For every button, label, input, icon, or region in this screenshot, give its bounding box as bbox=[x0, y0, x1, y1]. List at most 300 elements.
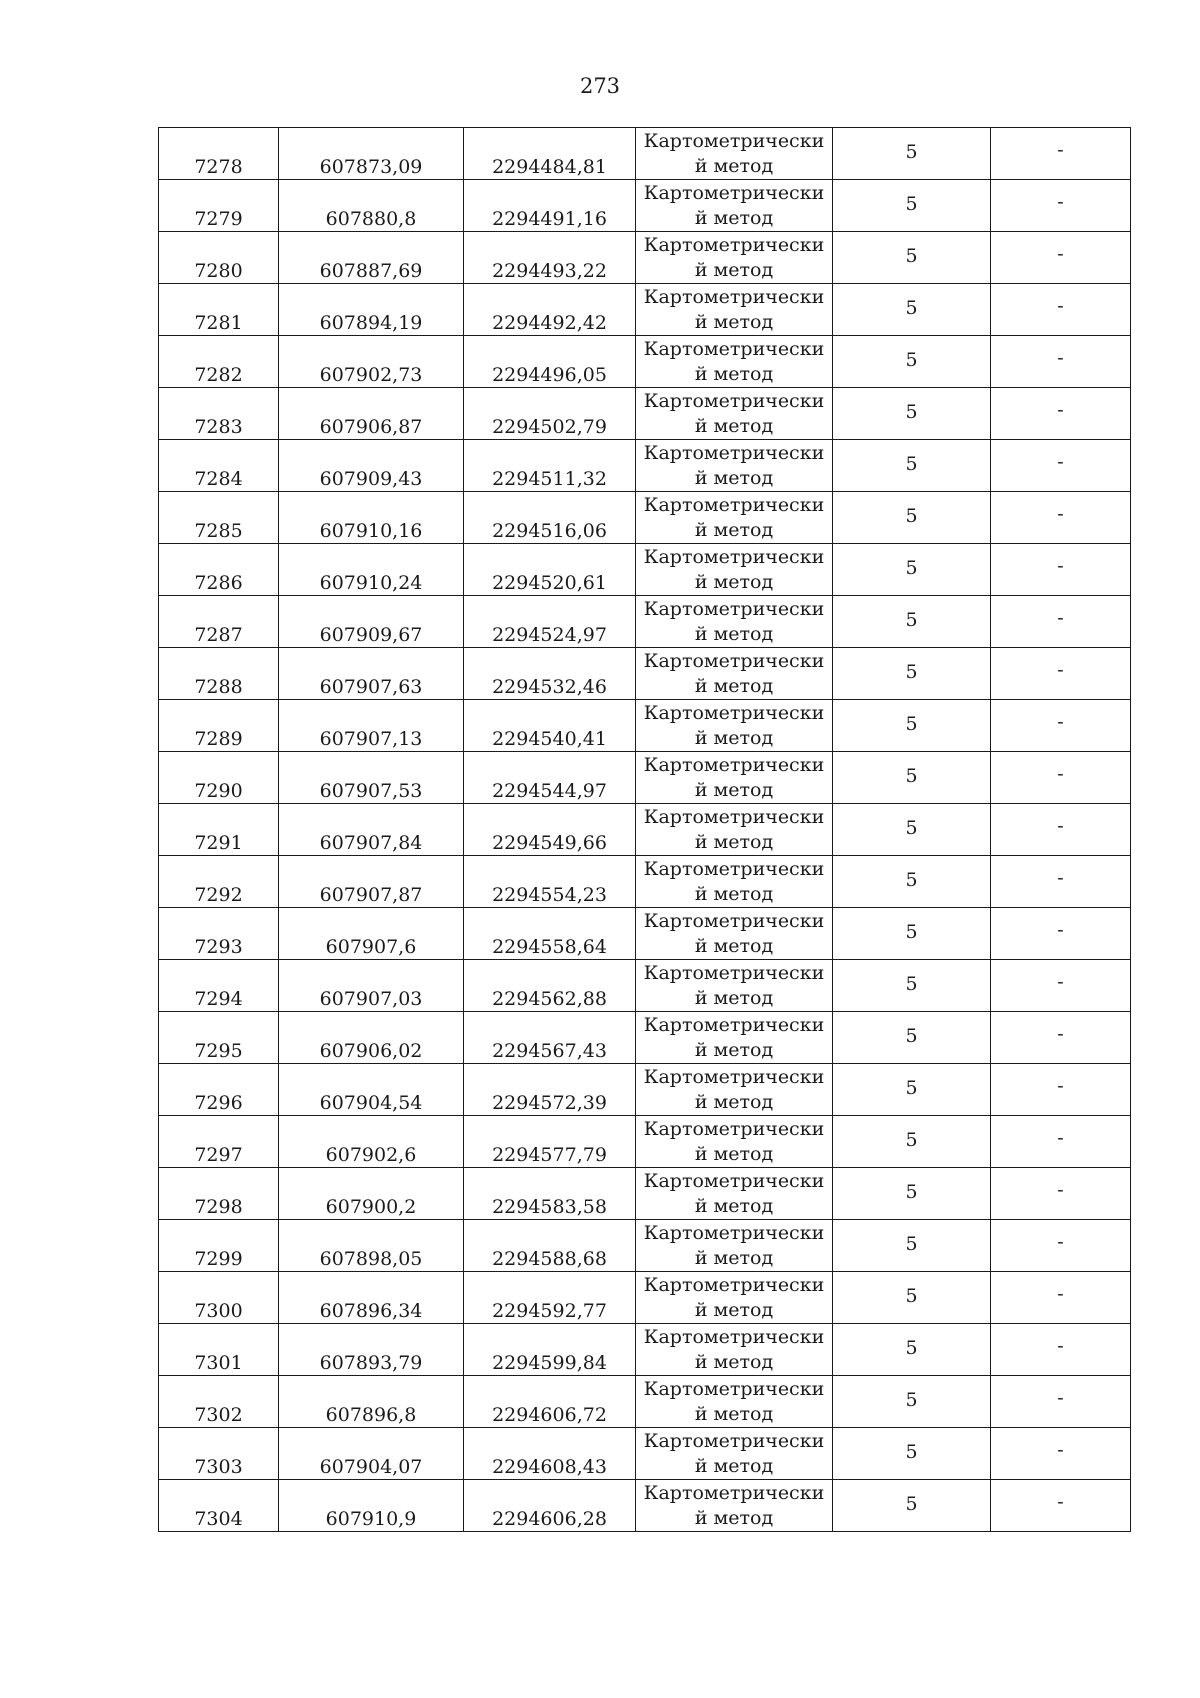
method-cell bbox=[636, 1064, 833, 1116]
accuracy-value: 5 bbox=[905, 1232, 918, 1255]
method-line-1: Картометрически bbox=[643, 1065, 825, 1088]
accuracy-value: 5 bbox=[905, 712, 918, 735]
accuracy-value: 5 bbox=[905, 1024, 918, 1047]
accuracy-value: 5 bbox=[905, 1180, 918, 1203]
method-line-1: Картометрически bbox=[643, 129, 825, 152]
method-line-2: й метод bbox=[694, 518, 774, 541]
description-value: - bbox=[1057, 554, 1064, 577]
x-coordinate-cell: 607904,54 bbox=[279, 1064, 464, 1116]
point-number-cell: 7278 bbox=[159, 128, 279, 180]
description-cell bbox=[991, 1064, 1131, 1116]
method-line-2: й метод bbox=[694, 622, 774, 645]
accuracy-cell bbox=[833, 1428, 991, 1480]
description-value: - bbox=[1057, 710, 1064, 733]
description-value: - bbox=[1057, 138, 1064, 161]
y-coordinate-cell: 2294502,79 bbox=[464, 388, 636, 440]
accuracy-cell bbox=[833, 1480, 991, 1532]
accuracy-value: 5 bbox=[905, 816, 918, 839]
method-line-1: Картометрически bbox=[643, 1377, 825, 1400]
accuracy-value: 5 bbox=[905, 1440, 918, 1463]
description-cell bbox=[991, 1116, 1131, 1168]
accuracy-value: 5 bbox=[905, 764, 918, 787]
y-coordinate-cell: 2294524,97 bbox=[464, 596, 636, 648]
description-value: - bbox=[1057, 1386, 1064, 1409]
x-coordinate-cell: 607907,63 bbox=[279, 648, 464, 700]
table-row bbox=[159, 492, 1131, 544]
y-coordinate-cell: 2294592,77 bbox=[464, 1272, 636, 1324]
y-coordinate-cell: 2294516,06 bbox=[464, 492, 636, 544]
description-value: - bbox=[1057, 1282, 1064, 1305]
table-row bbox=[159, 960, 1131, 1012]
method-cell bbox=[636, 1324, 833, 1376]
table-row bbox=[159, 596, 1131, 648]
table-row bbox=[159, 1116, 1131, 1168]
accuracy-cell bbox=[833, 492, 991, 544]
x-coordinate-cell: 607873,09 bbox=[279, 128, 464, 180]
accuracy-cell bbox=[833, 180, 991, 232]
method-line-1: Картометрически bbox=[643, 1481, 825, 1504]
method-line-1: Картометрически bbox=[643, 701, 825, 724]
method-line-1: Картометрически bbox=[643, 1169, 825, 1192]
x-coordinate-cell: 607907,6 bbox=[279, 908, 464, 960]
accuracy-value: 5 bbox=[905, 348, 918, 371]
method-line-1: Картометрически bbox=[643, 337, 825, 360]
description-value: - bbox=[1057, 1490, 1064, 1513]
method-line-1: Картометрически bbox=[643, 597, 825, 620]
description-value: - bbox=[1057, 606, 1064, 629]
method-line-1: Картометрически bbox=[643, 389, 825, 412]
point-number-cell: 7304 bbox=[159, 1480, 279, 1532]
method-line-1: Картометрически bbox=[643, 1429, 825, 1452]
point-number-cell: 7280 bbox=[159, 232, 279, 284]
description-cell bbox=[991, 1012, 1131, 1064]
accuracy-cell bbox=[833, 1272, 991, 1324]
point-number-cell: 7297 bbox=[159, 1116, 279, 1168]
description-cell bbox=[991, 440, 1131, 492]
method-line-1: Картометрически bbox=[643, 181, 825, 204]
y-coordinate-cell: 2294583,58 bbox=[464, 1168, 636, 1220]
accuracy-value: 5 bbox=[905, 608, 918, 631]
description-value: - bbox=[1057, 450, 1064, 473]
accuracy-value: 5 bbox=[905, 400, 918, 423]
accuracy-cell bbox=[833, 596, 991, 648]
description-cell bbox=[991, 1272, 1131, 1324]
page-number: 273 bbox=[579, 74, 621, 98]
y-coordinate-cell: 2294496,05 bbox=[464, 336, 636, 388]
method-cell bbox=[636, 544, 833, 596]
description-value: - bbox=[1057, 1438, 1064, 1461]
description-value: - bbox=[1057, 1074, 1064, 1097]
method-cell bbox=[636, 1480, 833, 1532]
accuracy-cell bbox=[833, 1220, 991, 1272]
y-coordinate-cell: 2294532,46 bbox=[464, 648, 636, 700]
method-line-2: й метод bbox=[694, 1142, 774, 1165]
description-cell bbox=[991, 648, 1131, 700]
description-cell bbox=[991, 1480, 1131, 1532]
table-row bbox=[159, 804, 1131, 856]
table-row bbox=[159, 180, 1131, 232]
method-line-1: Картометрически bbox=[643, 1325, 825, 1348]
description-cell bbox=[991, 1168, 1131, 1220]
y-coordinate-cell: 2294606,28 bbox=[464, 1480, 636, 1532]
accuracy-cell bbox=[833, 960, 991, 1012]
point-number-cell: 7295 bbox=[159, 1012, 279, 1064]
description-cell bbox=[991, 856, 1131, 908]
y-coordinate-cell: 2294492,42 bbox=[464, 284, 636, 336]
accuracy-cell bbox=[833, 804, 991, 856]
method-line-1: Картометрически bbox=[643, 753, 825, 776]
method-cell bbox=[636, 1376, 833, 1428]
table-body bbox=[159, 128, 1131, 1532]
y-coordinate-cell: 2294608,43 bbox=[464, 1428, 636, 1480]
description-cell bbox=[991, 700, 1131, 752]
method-line-2: й метод bbox=[694, 1194, 774, 1217]
method-line-2: й метод bbox=[694, 206, 774, 229]
description-cell bbox=[991, 908, 1131, 960]
method-cell bbox=[636, 804, 833, 856]
x-coordinate-cell: 607887,69 bbox=[279, 232, 464, 284]
y-coordinate-cell: 2294572,39 bbox=[464, 1064, 636, 1116]
method-cell bbox=[636, 960, 833, 1012]
table-row bbox=[159, 1168, 1131, 1220]
method-line-2: й метод bbox=[694, 1454, 774, 1477]
description-value: - bbox=[1057, 346, 1064, 369]
method-line-1: Картометрически bbox=[643, 1273, 825, 1296]
description-cell bbox=[991, 544, 1131, 596]
table-row bbox=[159, 284, 1131, 336]
method-cell bbox=[636, 180, 833, 232]
method-line-2: й метод bbox=[694, 414, 774, 437]
method-line-1: Картометрически bbox=[643, 805, 825, 828]
method-line-2: й метод bbox=[694, 570, 774, 593]
table-row bbox=[159, 232, 1131, 284]
accuracy-value: 5 bbox=[905, 868, 918, 891]
method-cell bbox=[636, 440, 833, 492]
x-coordinate-cell: 607906,87 bbox=[279, 388, 464, 440]
x-coordinate-cell: 607910,16 bbox=[279, 492, 464, 544]
point-number-cell: 7294 bbox=[159, 960, 279, 1012]
description-cell bbox=[991, 1220, 1131, 1272]
method-line-2: й метод bbox=[694, 726, 774, 749]
method-cell bbox=[636, 1220, 833, 1272]
table-row bbox=[159, 908, 1131, 960]
accuracy-cell bbox=[833, 700, 991, 752]
method-line-1: Картометрически bbox=[643, 909, 825, 932]
description-value: - bbox=[1057, 398, 1064, 421]
point-number-cell: 7288 bbox=[159, 648, 279, 700]
description-cell bbox=[991, 492, 1131, 544]
method-line-2: й метод bbox=[694, 934, 774, 957]
y-coordinate-cell: 2294484,81 bbox=[464, 128, 636, 180]
method-line-2: й метод bbox=[694, 362, 774, 385]
method-line-1: Картометрически bbox=[643, 233, 825, 256]
y-coordinate-cell: 2294544,97 bbox=[464, 752, 636, 804]
table-row bbox=[159, 336, 1131, 388]
method-line-2: й метод bbox=[694, 466, 774, 489]
y-coordinate-cell: 2294599,84 bbox=[464, 1324, 636, 1376]
y-coordinate-cell: 2294540,41 bbox=[464, 700, 636, 752]
method-line-2: й метод bbox=[694, 1090, 774, 1113]
point-number-cell: 7291 bbox=[159, 804, 279, 856]
accuracy-cell bbox=[833, 1012, 991, 1064]
table-row bbox=[159, 1064, 1131, 1116]
description-cell bbox=[991, 1376, 1131, 1428]
description-value: - bbox=[1057, 242, 1064, 265]
x-coordinate-cell: 607909,43 bbox=[279, 440, 464, 492]
description-cell bbox=[991, 388, 1131, 440]
table-row bbox=[159, 1220, 1131, 1272]
x-coordinate-cell: 607902,73 bbox=[279, 336, 464, 388]
description-cell bbox=[991, 804, 1131, 856]
accuracy-cell bbox=[833, 128, 991, 180]
accuracy-cell bbox=[833, 440, 991, 492]
method-line-2: й метод bbox=[694, 258, 774, 281]
description-cell bbox=[991, 1428, 1131, 1480]
point-number-cell: 7298 bbox=[159, 1168, 279, 1220]
method-line-2: й метод bbox=[694, 1038, 774, 1061]
table-row bbox=[159, 544, 1131, 596]
x-coordinate-cell: 607910,24 bbox=[279, 544, 464, 596]
method-cell bbox=[636, 648, 833, 700]
method-line-2: й метод bbox=[694, 1298, 774, 1321]
method-line-1: Картометрически bbox=[643, 441, 825, 464]
table-row bbox=[159, 648, 1131, 700]
y-coordinate-cell: 2294554,23 bbox=[464, 856, 636, 908]
method-line-2: й метод bbox=[694, 1506, 774, 1529]
method-line-1: Картометрически bbox=[643, 285, 825, 308]
point-number-cell: 7289 bbox=[159, 700, 279, 752]
description-value: - bbox=[1057, 294, 1064, 317]
method-line-1: Картометрически bbox=[643, 1013, 825, 1036]
method-cell bbox=[636, 1116, 833, 1168]
x-coordinate-cell: 607902,6 bbox=[279, 1116, 464, 1168]
point-number-cell: 7293 bbox=[159, 908, 279, 960]
accuracy-cell bbox=[833, 648, 991, 700]
description-value: - bbox=[1057, 1126, 1064, 1149]
table-row bbox=[159, 1376, 1131, 1428]
method-cell bbox=[636, 856, 833, 908]
accuracy-value: 5 bbox=[905, 1284, 918, 1307]
accuracy-value: 5 bbox=[905, 660, 918, 683]
table-row bbox=[159, 856, 1131, 908]
description-cell bbox=[991, 284, 1131, 336]
accuracy-value: 5 bbox=[905, 1336, 918, 1359]
coordinates-table bbox=[158, 127, 1131, 1532]
method-line-1: Картометрически bbox=[643, 857, 825, 880]
method-line-1: Картометрически bbox=[643, 1117, 825, 1140]
description-cell bbox=[991, 960, 1131, 1012]
point-number-cell: 7282 bbox=[159, 336, 279, 388]
accuracy-cell bbox=[833, 1324, 991, 1376]
method-cell bbox=[636, 492, 833, 544]
method-line-2: й метод bbox=[694, 674, 774, 697]
method-line-2: й метод bbox=[694, 778, 774, 801]
description-value: - bbox=[1057, 502, 1064, 525]
accuracy-cell bbox=[833, 232, 991, 284]
x-coordinate-cell: 607910,9 bbox=[279, 1480, 464, 1532]
method-line-2: й метод bbox=[694, 1350, 774, 1373]
method-cell bbox=[636, 1012, 833, 1064]
table-row bbox=[159, 1428, 1131, 1480]
accuracy-cell bbox=[833, 856, 991, 908]
x-coordinate-cell: 607909,67 bbox=[279, 596, 464, 648]
description-cell bbox=[991, 596, 1131, 648]
x-coordinate-cell: 607904,07 bbox=[279, 1428, 464, 1480]
accuracy-value: 5 bbox=[905, 192, 918, 215]
accuracy-value: 5 bbox=[905, 1076, 918, 1099]
x-coordinate-cell: 607900,2 bbox=[279, 1168, 464, 1220]
y-coordinate-cell: 2294567,43 bbox=[464, 1012, 636, 1064]
point-number-cell: 7279 bbox=[159, 180, 279, 232]
accuracy-value: 5 bbox=[905, 244, 918, 267]
method-line-1: Картометрически bbox=[643, 545, 825, 568]
description-value: - bbox=[1057, 658, 1064, 681]
accuracy-value: 5 bbox=[905, 1492, 918, 1515]
description-cell bbox=[991, 232, 1131, 284]
method-cell bbox=[636, 596, 833, 648]
method-line-1: Картометрически bbox=[643, 493, 825, 516]
x-coordinate-cell: 607907,53 bbox=[279, 752, 464, 804]
point-number-cell: 7283 bbox=[159, 388, 279, 440]
method-cell bbox=[636, 232, 833, 284]
accuracy-cell bbox=[833, 388, 991, 440]
method-cell bbox=[636, 700, 833, 752]
table-row bbox=[159, 440, 1131, 492]
accuracy-value: 5 bbox=[905, 140, 918, 163]
method-cell bbox=[636, 752, 833, 804]
accuracy-cell bbox=[833, 908, 991, 960]
description-value: - bbox=[1057, 1022, 1064, 1045]
method-cell bbox=[636, 388, 833, 440]
description-value: - bbox=[1057, 1334, 1064, 1357]
table-row bbox=[159, 1324, 1131, 1376]
table-row bbox=[159, 128, 1131, 180]
description-value: - bbox=[1057, 970, 1064, 993]
accuracy-cell bbox=[833, 284, 991, 336]
y-coordinate-cell: 2294558,64 bbox=[464, 908, 636, 960]
point-number-cell: 7296 bbox=[159, 1064, 279, 1116]
point-number-cell: 7301 bbox=[159, 1324, 279, 1376]
y-coordinate-cell: 2294549,66 bbox=[464, 804, 636, 856]
x-coordinate-cell: 607907,87 bbox=[279, 856, 464, 908]
accuracy-cell bbox=[833, 1064, 991, 1116]
method-line-2: й метод bbox=[694, 1402, 774, 1425]
table-row bbox=[159, 1012, 1131, 1064]
x-coordinate-cell: 607893,79 bbox=[279, 1324, 464, 1376]
accuracy-cell bbox=[833, 752, 991, 804]
accuracy-value: 5 bbox=[905, 920, 918, 943]
method-line-2: й метод bbox=[694, 154, 774, 177]
description-cell bbox=[991, 336, 1131, 388]
method-line-1: Картометрически bbox=[643, 1221, 825, 1244]
accuracy-value: 5 bbox=[905, 504, 918, 527]
accuracy-value: 5 bbox=[905, 1388, 918, 1411]
accuracy-cell bbox=[833, 1116, 991, 1168]
method-line-1: Картометрически bbox=[643, 649, 825, 672]
point-number-cell: 7290 bbox=[159, 752, 279, 804]
method-cell bbox=[636, 284, 833, 336]
method-cell bbox=[636, 908, 833, 960]
method-line-2: й метод bbox=[694, 882, 774, 905]
accuracy-value: 5 bbox=[905, 296, 918, 319]
y-coordinate-cell: 2294588,68 bbox=[464, 1220, 636, 1272]
y-coordinate-cell: 2294577,79 bbox=[464, 1116, 636, 1168]
point-number-cell: 7281 bbox=[159, 284, 279, 336]
method-line-2: й метод bbox=[694, 1246, 774, 1269]
description-value: - bbox=[1057, 866, 1064, 889]
x-coordinate-cell: 607896,34 bbox=[279, 1272, 464, 1324]
method-cell bbox=[636, 1272, 833, 1324]
accuracy-value: 5 bbox=[905, 556, 918, 579]
point-number-cell: 7302 bbox=[159, 1376, 279, 1428]
method-line-2: й метод bbox=[694, 830, 774, 853]
y-coordinate-cell: 2294606,72 bbox=[464, 1376, 636, 1428]
accuracy-cell bbox=[833, 544, 991, 596]
method-line-1: Картометрически bbox=[643, 961, 825, 984]
accuracy-value: 5 bbox=[905, 972, 918, 995]
point-number-cell: 7285 bbox=[159, 492, 279, 544]
method-line-2: й метод bbox=[694, 986, 774, 1009]
point-number-cell: 7299 bbox=[159, 1220, 279, 1272]
description-value: - bbox=[1057, 762, 1064, 785]
point-number-cell: 7300 bbox=[159, 1272, 279, 1324]
x-coordinate-cell: 607907,13 bbox=[279, 700, 464, 752]
x-coordinate-cell: 607896,8 bbox=[279, 1376, 464, 1428]
description-value: - bbox=[1057, 918, 1064, 941]
accuracy-value: 5 bbox=[905, 1128, 918, 1151]
point-number-cell: 7303 bbox=[159, 1428, 279, 1480]
x-coordinate-cell: 607907,03 bbox=[279, 960, 464, 1012]
description-value: - bbox=[1057, 814, 1064, 837]
x-coordinate-cell: 607894,19 bbox=[279, 284, 464, 336]
description-value: - bbox=[1057, 190, 1064, 213]
accuracy-cell bbox=[833, 1376, 991, 1428]
point-number-cell: 7286 bbox=[159, 544, 279, 596]
table-row bbox=[159, 700, 1131, 752]
y-coordinate-cell: 2294511,32 bbox=[464, 440, 636, 492]
point-number-cell: 7287 bbox=[159, 596, 279, 648]
y-coordinate-cell: 2294493,22 bbox=[464, 232, 636, 284]
point-number-cell: 7284 bbox=[159, 440, 279, 492]
description-cell bbox=[991, 128, 1131, 180]
y-coordinate-cell: 2294491,16 bbox=[464, 180, 636, 232]
table-row bbox=[159, 752, 1131, 804]
table-row bbox=[159, 1480, 1131, 1532]
description-cell bbox=[991, 752, 1131, 804]
x-coordinate-cell: 607880,8 bbox=[279, 180, 464, 232]
method-cell bbox=[636, 1428, 833, 1480]
x-coordinate-cell: 607907,84 bbox=[279, 804, 464, 856]
accuracy-value: 5 bbox=[905, 452, 918, 475]
accuracy-cell bbox=[833, 1168, 991, 1220]
accuracy-cell bbox=[833, 336, 991, 388]
description-value: - bbox=[1057, 1230, 1064, 1253]
point-number-cell: 7292 bbox=[159, 856, 279, 908]
method-line-2: й метод bbox=[694, 310, 774, 333]
table-row bbox=[159, 388, 1131, 440]
method-cell bbox=[636, 336, 833, 388]
table-row bbox=[159, 1272, 1131, 1324]
description-value: - bbox=[1057, 1178, 1064, 1201]
description-cell bbox=[991, 180, 1131, 232]
x-coordinate-cell: 607898,05 bbox=[279, 1220, 464, 1272]
description-cell bbox=[991, 1324, 1131, 1376]
y-coordinate-cell: 2294562,88 bbox=[464, 960, 636, 1012]
x-coordinate-cell: 607906,02 bbox=[279, 1012, 464, 1064]
y-coordinate-cell: 2294520,61 bbox=[464, 544, 636, 596]
method-cell bbox=[636, 1168, 833, 1220]
method-cell bbox=[636, 128, 833, 180]
